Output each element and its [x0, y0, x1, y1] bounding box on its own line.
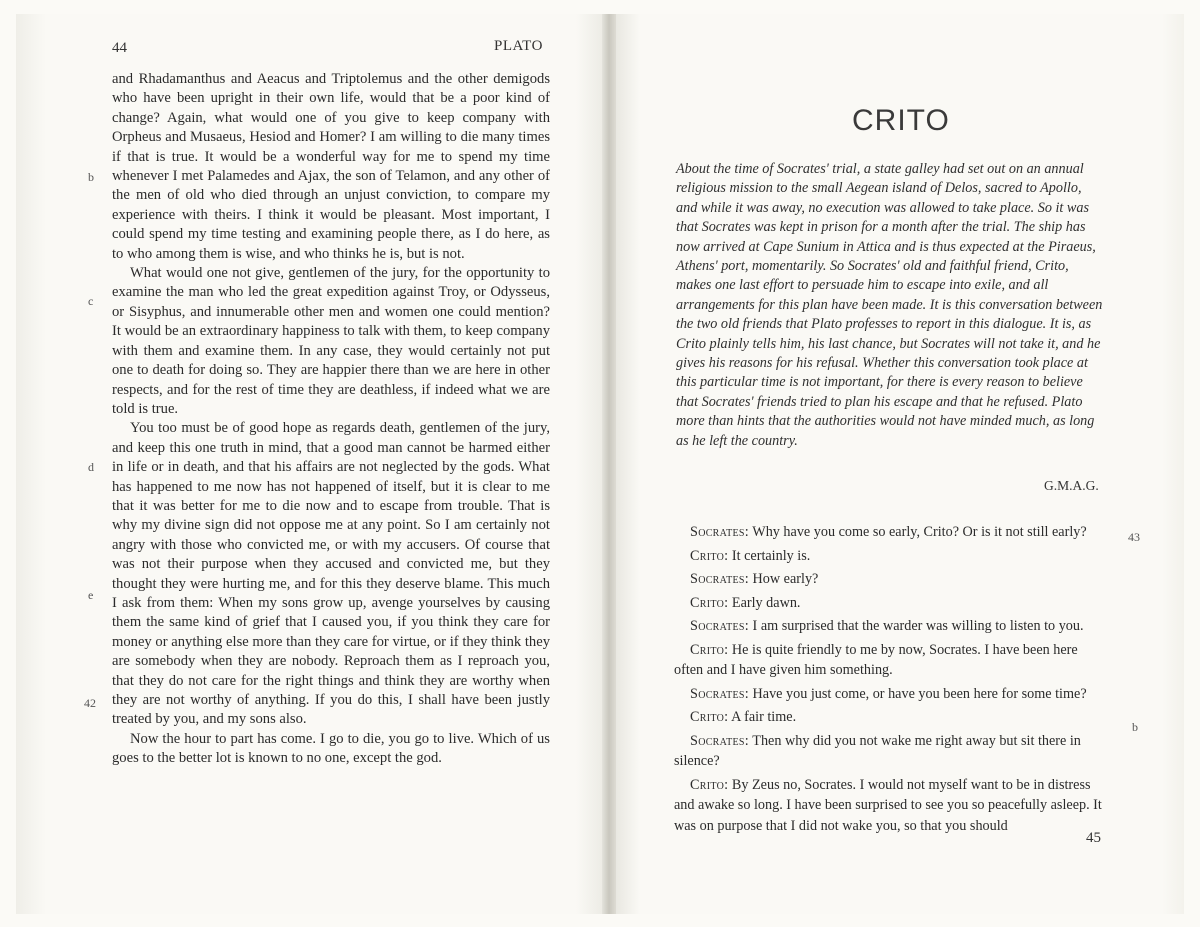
dialogue-line: Socrates: I am surprised that the warder was willing to listen to you.: [690, 618, 1084, 634]
margin-ref-43: 43: [1128, 530, 1140, 544]
dialogue-line: Socrates: Have you just come, or have you been here for some time?: [690, 685, 1087, 702]
dialogue-line: Socrates: How early?: [690, 571, 819, 587]
left-page-number: 44: [112, 40, 127, 56]
intro-text: About the time of Socrates' trial, a state galley had set out on an annual religious mission to the small Aegean island of Delos, sacred to Apollo, and while it was away, no execution was allowed to take place. So it was that Socrates was kept in prison for a month after the trial. The ship has now arrived at Cape Sunium in Attica and is thus expected at the Piraeus, Athens' port, momentarily. So Socrates' old and faithful friend, Crito, makes one last effort to persuade him to escape into exile, and all arrangements for this plan have been made. It is this conversation between the two old friends that Plato professes to report in this dialogue. It is, as Crito plainly tells him, his last chance, but Socrates will not take it, and he gives his reasons for his refusal. Whether this conversation took place at this particular time is not important, for there is every reason to believe that Socrates' friends tried to plan his escape and that he refused. Plato more than hints that the authorities would not have minded much, as long as he left the country.: [676, 161, 1103, 449]
book-gutter: [602, 14, 616, 914]
dialogue-line: Crito: By Zeus no, Socrates. I would not myself want to be in distress and awake so long. I have been surprised to see you so peacefully asleep. It was on purpose that I did not wake you, so that you should: [674, 776, 1102, 834]
margin-ref-b-right: b: [1132, 720, 1138, 734]
paragraph-2: What would one not give, gentlemen of the jury, for the opportunity to examine the man who led the great expedition against Troy, or Odysseus, or Sisyphus, and innumerable other men and women one could mention? It would be an extraordinary happiness to talk with them, to keep company with them and examine them. In any case, they would certainly not put one to death for doing so. They are happier there than we are here in other respects, and for the rest of time they are deathless, if indeed what we are told is true.: [112, 265, 550, 417]
left-body-text: [112, 70, 550, 769]
margin-ref-c: c: [88, 294, 94, 308]
right-page-number: 45: [1086, 830, 1101, 846]
dialogue-line: Socrates: Why have you come so early, Crito? Or is it not still early?: [690, 524, 1087, 540]
paragraph-3: You too must be of good hope as regards death, gentlemen of the jury, and keep this one truth in mind, that a good man cannot be harmed either in life or in death, and that his affairs are not neglected by the gods. What has happened to me now has not happened of itself, but it is clear to me that it was better for me to die now and to escape from trouble. That is why my divine sign did not oppose me at any point. So I am certainly not angry with those who convicted me, or with my accusers. Of course that was not their purpose when they accused and convicted me, but they thought they were hurting me, and for this they deserve blame. This much I ask from them: When my sons grow up, avenge yourselves by causing them the same kind of grief that I caused you, if you think they care for money or anything else more than they care for virtue, or if they think they are somebody when they are nobody. Reproach them as I reproach you, that they do not care for the right things and think they are worthy when they are not worthy of anything. If you do this, I shall have been justly treated by you, and my sons also.: [112, 420, 550, 728]
dialogue-text: [674, 522, 1104, 839]
dialogue-line: Crito: It certainly is.: [690, 547, 811, 564]
dialogue-line: Crito: A fair time.: [690, 709, 797, 725]
paragraph-4: Now the hour to part has come. I go to die, you go to live. Which of us goes to the better lot is known to no one, except the god.: [112, 730, 550, 767]
running-head: PLATO: [494, 38, 543, 54]
margin-ref-e: e: [88, 588, 94, 602]
margin-ref-d: d: [88, 460, 94, 474]
editor-signature: G.M.A.G.: [1044, 478, 1099, 493]
dialogue-title: CRITO: [852, 104, 950, 137]
paragraph-1: and Rhadamanthus and Aeacus and Triptolemus and the other demigods who have been upright in their own life, would that be a poor kind of change? Again, what would one of you give to keep company with Orpheus and Musaeus, Hesiod and Homer? I am willing to die many times if that is true. It would be a wonderful way for me to spend my time whenever I met Palamedes and Ajax, the son of Telamon, and any other of the men of old who died through an unjust conviction, to compare my experience with theirs. I think it would be pleasant. Most important, I could spend my time testing and examining people there, as I do here, as to who among them is wise, and who thinks he is, but is not.: [112, 71, 550, 262]
dialogue-line: Crito: He is quite friendly to me by now, Socrates. I have been here often and I have given him something.: [674, 641, 1078, 678]
margin-ref-b: b: [88, 170, 94, 184]
dialogue-line: Socrates: Then why did you not wake me right away but sit there in silence?: [674, 732, 1081, 769]
dialogue-line: Crito: Early dawn.: [690, 594, 801, 611]
margin-ref-42: 42: [84, 696, 96, 710]
